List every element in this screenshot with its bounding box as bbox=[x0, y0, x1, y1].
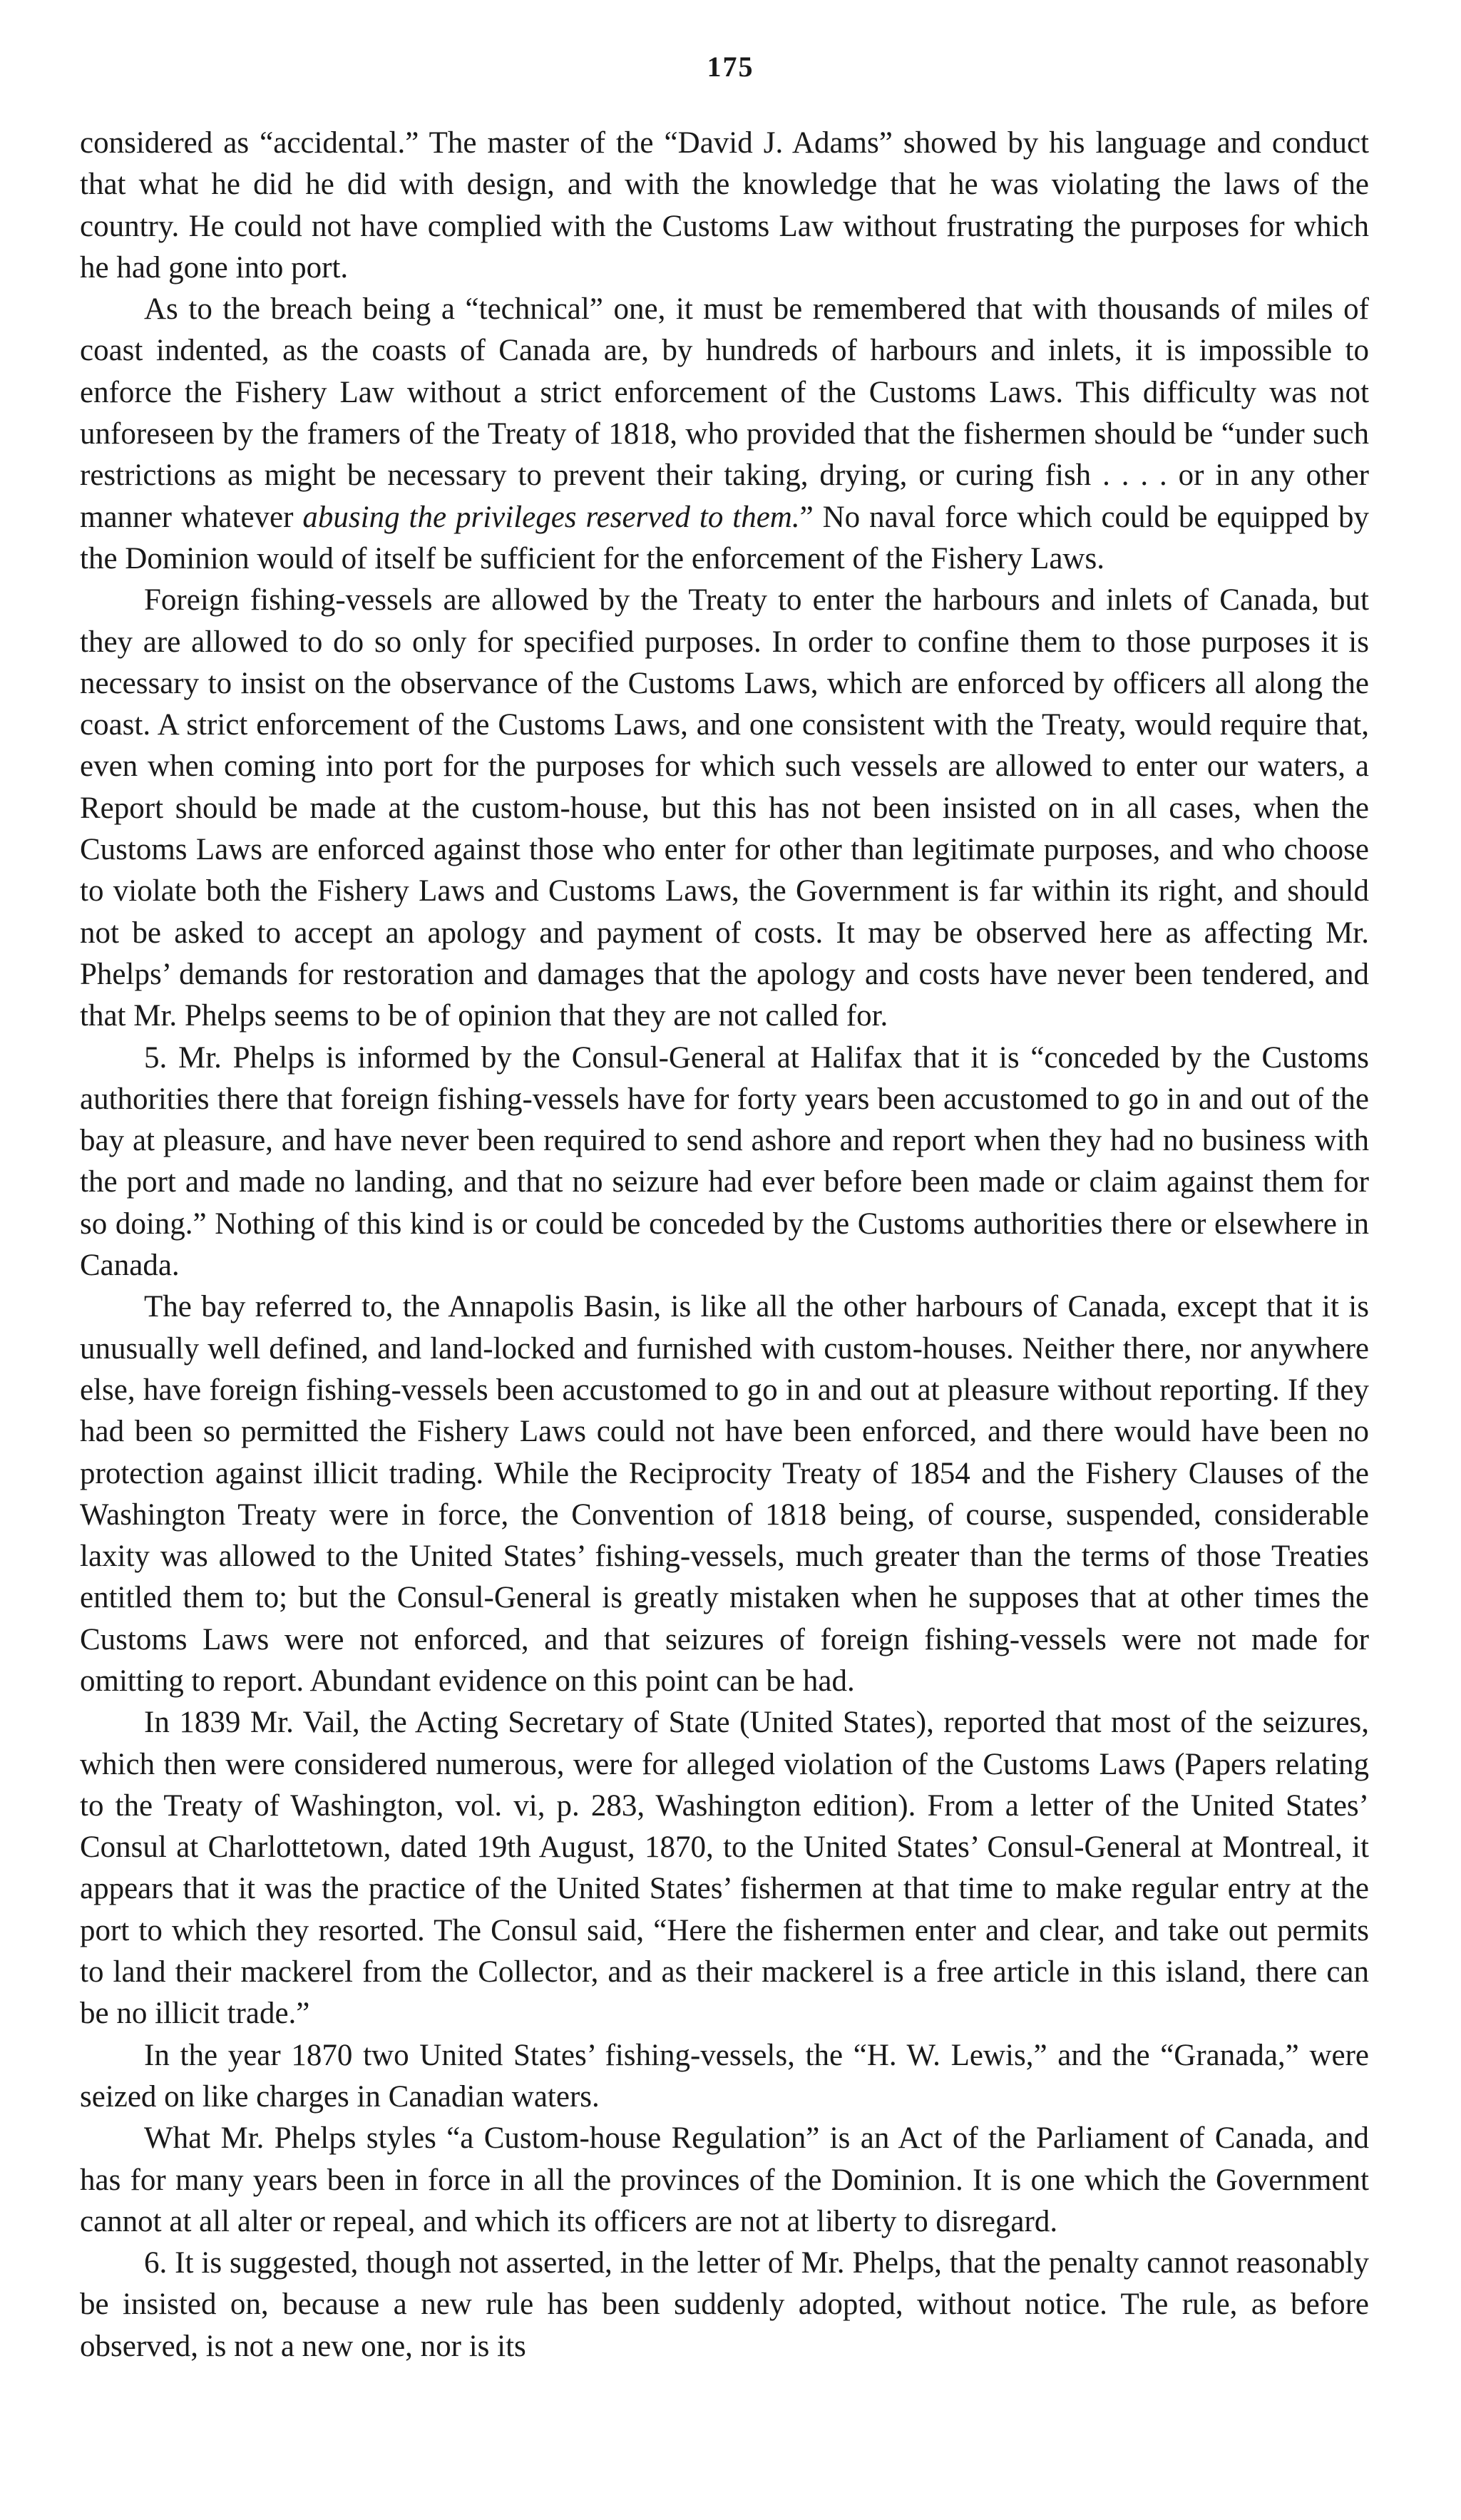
paragraph-4: 5. Mr. Phelps is informed by the Consul-General at Halifax that it is “conceded by the Customs authorities there that foreign fishing-vessels have for forty years been accustomed to go in and out of the bay at pleasure, and have never been required to send ashore and report when they had no business with the port and made no landing, and that no seizure had ever before been made or claim against them for so doing.” Nothing of this kind is or could be conceded by the Customs authorities there or elsewhere in Canada. bbox=[80, 1040, 1369, 1283]
italic-quote: abusing the privileges reserved to them. bbox=[302, 500, 800, 534]
paragraph-6: In 1839 Mr. Vail, the Acting Secretary of State (United States), reported that most of the seizures, which then were considered numerous, were for alleged violation of the Customs Laws (Papers relating to the Treaty of Washington, vol. vi, p. 283, Washington edition). From a letter of the United States’ Consul at Charlottetown, dated 19th August, 1870, to the United States’ Consul-General at Montreal, it appears that it was the practice of the United States’ fishermen at that time to make regular entry at the port to which they resorted. The Consul said, “Here the fishermen enter and clear, and take out permits to land their mackerel from the Collector, and as their mackerel is a free article in this island, there can be no illicit trade.” bbox=[80, 1706, 1369, 2031]
paragraph-8: What Mr. Phelps styles “a Custom-house Regulation” is an Act of the Parliament of Canada, and has for many years been in force in all the provinces of the Dominion. It is one which the Government cannot at all alter or repeal, and which its officers are not at liberty to disregard. bbox=[80, 2121, 1369, 2238]
paragraph-9: 6. It is suggested, though not asserted, in the letter of Mr. Phelps, that the penalty cannot reasonably be insisted on, because a new rule has been suddenly adopted, without notice. The rule, as before observed, is not a new one, nor is its bbox=[80, 2246, 1369, 2363]
paragraph-2-text: As to the breach being a “technical” one, it must be remembered that with thousands of miles of coast indented, as the coasts of Canada are, by hundreds of harbours and inlets, it is impossible to enforce the Fishery Law without a strict enforcement of the Customs Laws. This difficulty was not unforeseen by the framers of the Treaty of 1818, who provided that the fishermen should be “under such restrictions as might be necessary to prevent their taking, drying, or curing fish . . . . or in any other manner whatever abusing the privileges reserved to them.” No naval force which could be equipped by the Dominion would of itself be sufficient for the enforcement of the Fishery Laws. bbox=[80, 292, 1369, 575]
paragraph-5: The bay referred to, the Annapolis Basin, is like all the other harbours of Canada, except that it is unusually well defined, and land-locked and furnished with custom-houses. Neither there, nor anywhere else, have foreign fishing-vessels been accustomed to go in and out at pleasure without reporting. If they had been so permitted the Fishery Laws could not have been enforced, and there would have been no protection against illicit trading. While the Reciprocity Treaty of 1854 and the Fishery Clauses of the Washington Treaty were in force, the Convention of 1818 being, of course, suspended, considerable laxity was allowed to the United States’ fishing-vessels, much greater than the terms of those Treaties entitled them to; but the Consul-General is greatly mistaken when he supposes that at other times the Customs Laws were not enforced, and that seizures of foreign fishing-vessels were not made for omitting to report. Abundant evidence on this point can be had. bbox=[80, 1290, 1369, 1698]
paragraph-2 bbox=[80, 289, 1369, 580]
body-text bbox=[80, 123, 1369, 2367]
paragraph-3: Foreign fishing-vessels are allowed by the Treaty to enter the harbours and inlets of Canada, but they are allowed to do so only for specified purposes. In order to confine them to those purposes it is necessary to insist on the observance of the Customs Laws, which are enforced by officers all along the coast. A strict enforcement of the Customs Laws, and one consistent with the Treaty, would require that, even when coming into port for the purposes for which such vessels are allowed to enter our waters, a Report should be made at the custom-house, but this has not been insisted on in all cases, when the Customs Laws are enforced against those who enter for other than legitimate purposes, and who choose to violate both the Fishery Laws and Customs Laws, the Government is far within its right, and should not be asked to accept an apology and payment of costs. It may be observed here as affecting Mr. Phelps’ demands for restoration and damages that the apology and costs have never been tendered, and that Mr. Phelps seems to be of opinion that they are not called for. bbox=[80, 583, 1369, 1033]
paragraph-1: considered as “accidental.” The master of the “David J. Adams” showed by his language and conduct that what he did he did with design, and with the knowledge that he was violating the laws of the country. He could not have complied with the Customs Law without frustrating the purposes for which he had gone into port. bbox=[80, 126, 1369, 285]
paragraph-7: In the year 1870 two United States’ fishing-vessels, the “H. W. Lewis,” and the “Granada,” were seized on like charges in Canadian waters. bbox=[80, 2038, 1369, 2114]
page-number: 175 bbox=[707, 51, 754, 83]
